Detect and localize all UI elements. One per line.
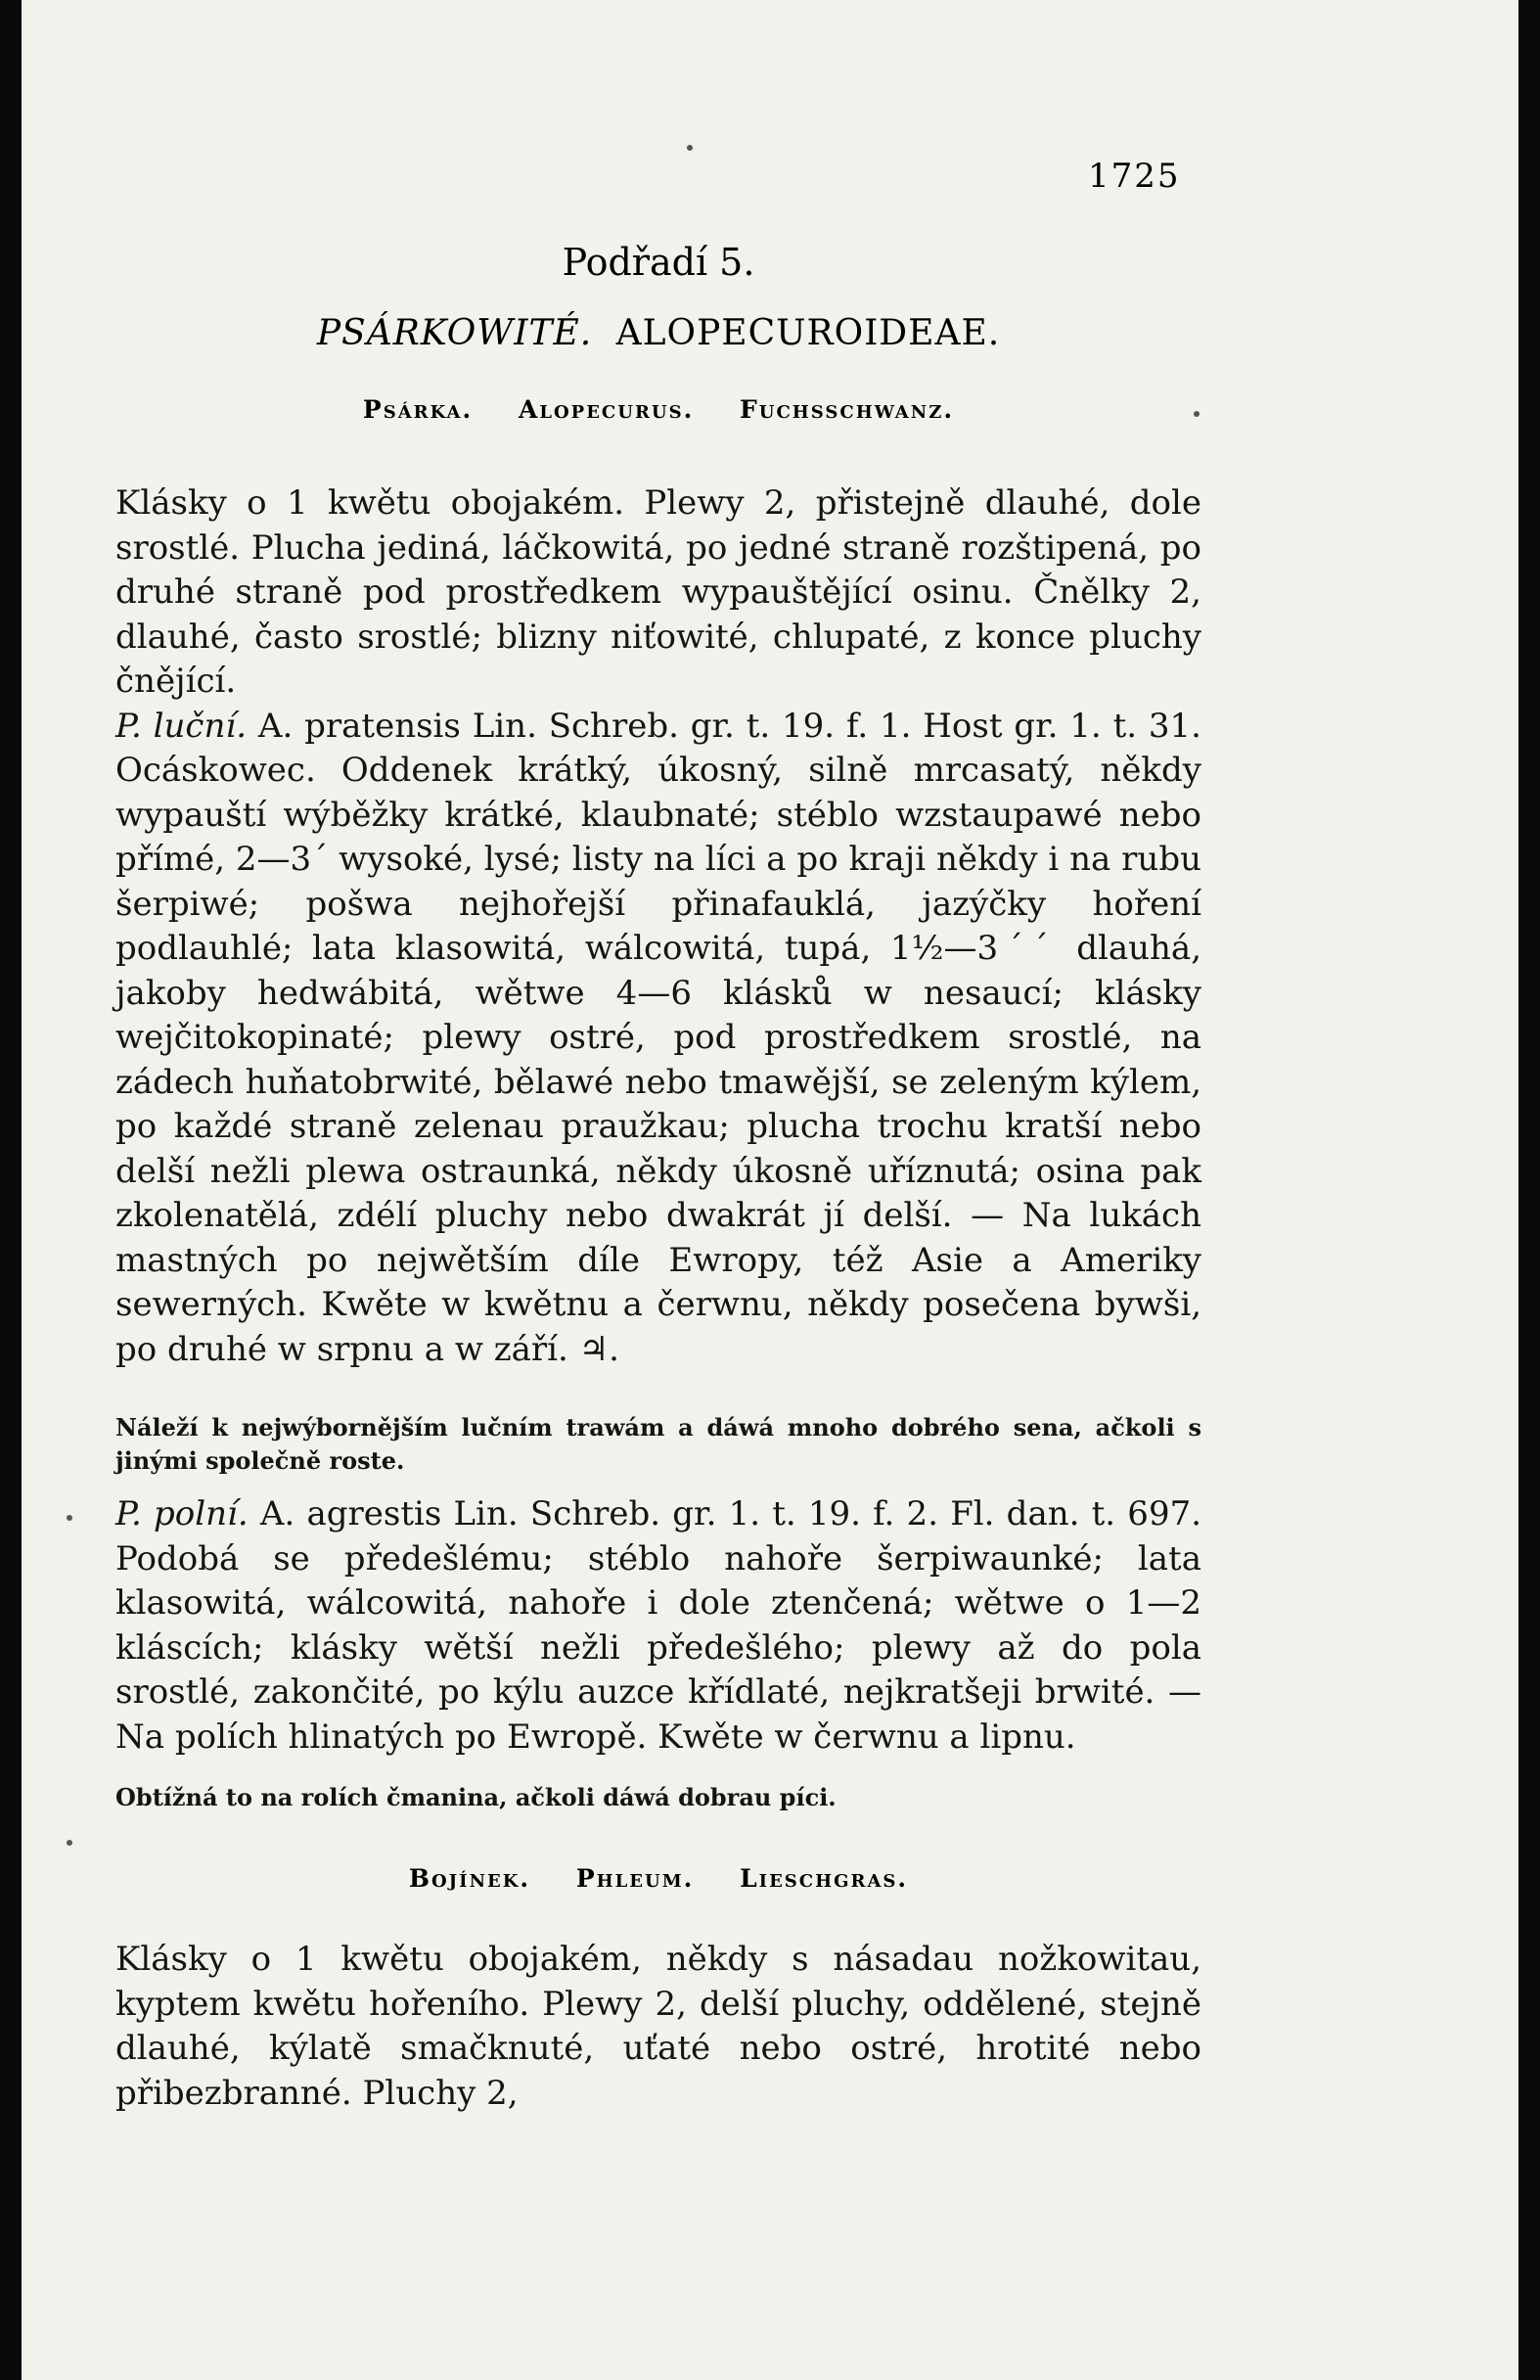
genus-czech-name: Psárka.: [362, 395, 474, 424]
genus-german-name: Lieschgras.: [740, 1864, 909, 1893]
genus-latin-name: Phleum.: [575, 1864, 695, 1893]
family-heading: [115, 313, 1201, 353]
genus-description: Klásky o 1 kwětu obojakém. Plewy 2, přistejně dlauhé, dole srostlé. Plucha jediná, láčkowitá, po jedné straně rozštipená, po druhé straně pod prostředkem wypauštějící osinu. Čnělky 2, dlauhé, často srostlé; blizny niťowité, chlupaté, z konce pluchy čnějící.: [115, 483, 1201, 701]
species-description: Podobá se předešlému; stéblo nahoře šerpiwaunké; lata klasowitá, wálcowitá, nahoře i dole ztenčená; wětwe o 1—2 kláscích; klásky wětší nežli předešlého; plewy až do pola srostlé, zakončité, po kýlu auzce křídlaté, nejkratšeji brwité. — Na polích hlinatých po Ewropě. Kwěte w čerwnu a lipnu.: [115, 1538, 1201, 1757]
species-note-2: Obtížná to na rolích čmanina, ačkoli dáwá dobrau píci.: [115, 1783, 837, 1811]
scan-border-left: [0, 0, 22, 2380]
genus-2-description: Klásky o 1 kwětu obojakém, někdy s násadau nožkowitau, kyptem kwětu hořeního. Plewy 2, delší pluchy, oddělené, stejně dlauhé, kýlatě smačknuté, uťaté nebo ostré, hrotité nebo přibezbranné. Pluchy 2,: [115, 1940, 1201, 2113]
scan-speck: [1194, 411, 1200, 417]
suborder-heading: Podřadí 5.: [562, 241, 755, 284]
scan-border-right: [1518, 0, 1540, 2380]
species-citation: A. pratensis Lin. Schreb. gr. t. 19. f. 1. Host gr. 1. t. 31.: [257, 706, 1201, 746]
genus-heading-alopecurus: [115, 395, 1201, 424]
species-name: P. polní.: [115, 1494, 249, 1533]
species-entry-2: [115, 1492, 1201, 1760]
genus-czech-name: Bojínek.: [408, 1864, 531, 1893]
scan-speck: [687, 145, 693, 151]
genus-1-block: [115, 481, 1201, 1372]
genus-heading-phleum: [115, 1864, 1201, 1893]
family-czech-name: PSÁRKOWITÉ.: [316, 313, 593, 353]
species-citation: A. agrestis Lin. Schreb. gr. 1. t. 19. f. 2. Fl. dan. t. 697.: [259, 1494, 1202, 1533]
page-number: 1725: [1088, 157, 1181, 196]
scan-speck: [67, 1515, 72, 1521]
species-name: P. luční.: [115, 706, 248, 746]
scan-speck: [67, 1840, 72, 1846]
species-description: Ocáskowec. Oddenek krátký, úkosný, silně mrcasatý, někdy wypauští wýběžky krátké, klaubnaté; stéblo wzstaupawé nebo přímé, 2—3ˊ wysoké, lysé; listy na líci a po kraji někdy i na rubu šerpiwé; pošwa nejhořejší přinafauklá, jazýčky hoření podlauhlé; lata klasowitá, wálcowitá, tupá, 1½—3ˊˊ dlauhá, jakoby hedwábitá, wětwe 4—6 klásků w nesaucí; klásky wejčitokopinaté; plewy ostré, pod prostředkem srostlé, na zádech huňatobrwité, bělawé nebo tmawější, se zeleným kýlem, po každé straně zelenau praužkau; plucha trochu kratší nebo delší nežli plewa ostraunká, někdy úkosně uříznutá; osina pak zkolenatělá, zdélí pluchy nebo dwakrát jí delší. — Na lukách mastných po nejwětším díle Ewropy, též Asie a Ameriky sewerných. Kwěte w kwětnu a čerwnu, někdy posečena bywši, po druhé w srpnu a w září. ♃.: [115, 751, 1201, 1369]
genus-german-name: Fuchsschwanz.: [740, 395, 955, 424]
species-entry: [115, 705, 1201, 1373]
family-latin-name: ALOPECUROIDEAE.: [615, 313, 1001, 353]
genus-latin-name: Alopecurus.: [518, 395, 695, 424]
book-page: [22, 0, 1518, 2380]
species-note: Náleží k nejwýbornějším lučním trawám a dáwá mnoho dobrého sena, ačkoli s jinými společně roste.: [115, 1413, 1201, 1475]
